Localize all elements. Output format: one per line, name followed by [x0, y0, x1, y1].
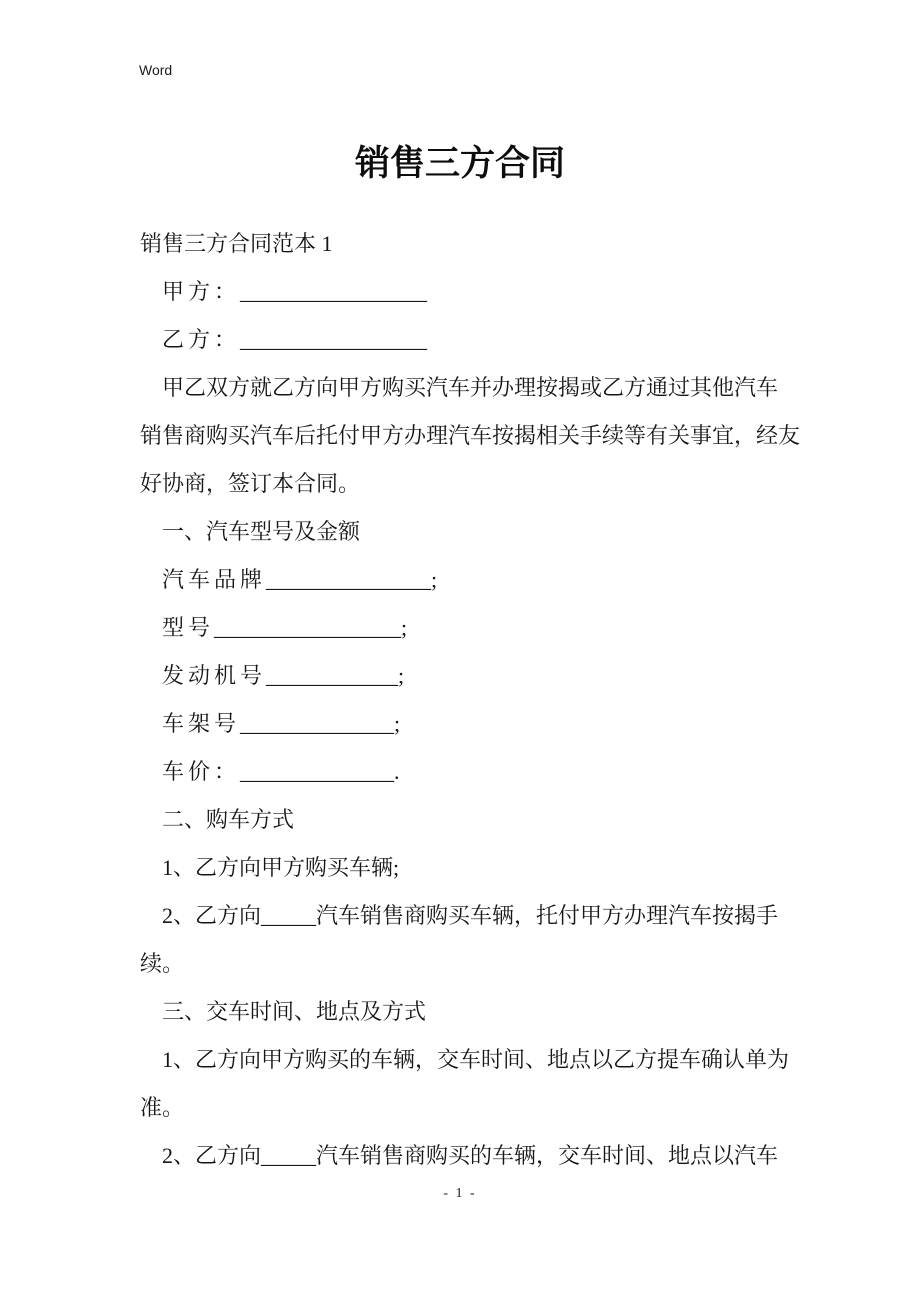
field-party-a-label: 甲方：	[162, 279, 241, 304]
doc-line-item: 1、乙方向甲方购买的车辆，交车时间、地点以乙方提车确认单为	[162, 1047, 790, 1072]
doc-line-item: 2、乙方向_____汽车销售商购买的车辆，交车时间、地点以汽车	[162, 1143, 779, 1168]
section-heading-1: 一、汽车型号及金额	[162, 519, 361, 544]
field-car-price-label: 车价：	[162, 759, 241, 784]
field-car-price: 车价：______________.	[162, 759, 404, 784]
field-engine-no: 发动机号____________;	[162, 663, 409, 688]
doc-line-preamble: 甲乙双方就乙方向甲方购买汽车并办理按揭或乙方通过其他汽车	[162, 375, 779, 400]
doc-line-preamble: 好协商，签订本合同。	[140, 471, 361, 496]
field-engine-no-label: 发动机号	[162, 663, 267, 688]
document-title: 销售三方合同	[354, 144, 565, 183]
field-car-price-blank: ______________	[240, 759, 395, 784]
field-frame-no-label: 车架号	[162, 711, 241, 736]
field-party-b	[140, 316, 800, 364]
field-car-brand-label: 汽车品牌	[162, 567, 267, 592]
doc-line-item: 续。	[140, 951, 185, 976]
field-party-a-blank: _________________	[240, 279, 428, 304]
document-body	[140, 220, 800, 1180]
field-car-brand-blank: _______________	[266, 567, 432, 592]
word-label: Word	[139, 62, 173, 78]
doc-line-preamble: 销售商购买汽车后托付甲方办理汽车按揭相关手续等有关事宜，经友	[140, 423, 801, 448]
field-frame-no: 车架号______________;	[162, 711, 405, 736]
field-frame-no-blank: ______________	[240, 711, 395, 736]
section-heading-3: 三、交车时间、地点及方式	[162, 999, 427, 1024]
field-model-blank: _________________	[214, 615, 402, 640]
field-engine-no-blank: ____________	[266, 663, 399, 688]
field-model: 型号_________________;	[162, 615, 412, 640]
field-party-a	[140, 268, 800, 316]
field-party-b-label: 乙方：	[162, 327, 241, 352]
doc-line-item: 准。	[140, 1095, 185, 1120]
field-model-label: 型号	[162, 615, 215, 640]
doc-line-item: 2、乙方向_____汽车销售商购买车辆，托付甲方办理汽车按揭手	[162, 903, 779, 928]
field-party-b-blank: _________________	[240, 327, 428, 352]
section-heading-2: 二、购车方式	[162, 807, 295, 832]
doc-line-item: 1、乙方向甲方购买车辆;	[162, 855, 400, 880]
field-car-brand: 汽车品牌_______________;	[162, 567, 442, 592]
page-number: - 1 -	[443, 1186, 477, 1201]
doc-line-subtitle: 销售三方合同范本 1	[140, 231, 333, 256]
